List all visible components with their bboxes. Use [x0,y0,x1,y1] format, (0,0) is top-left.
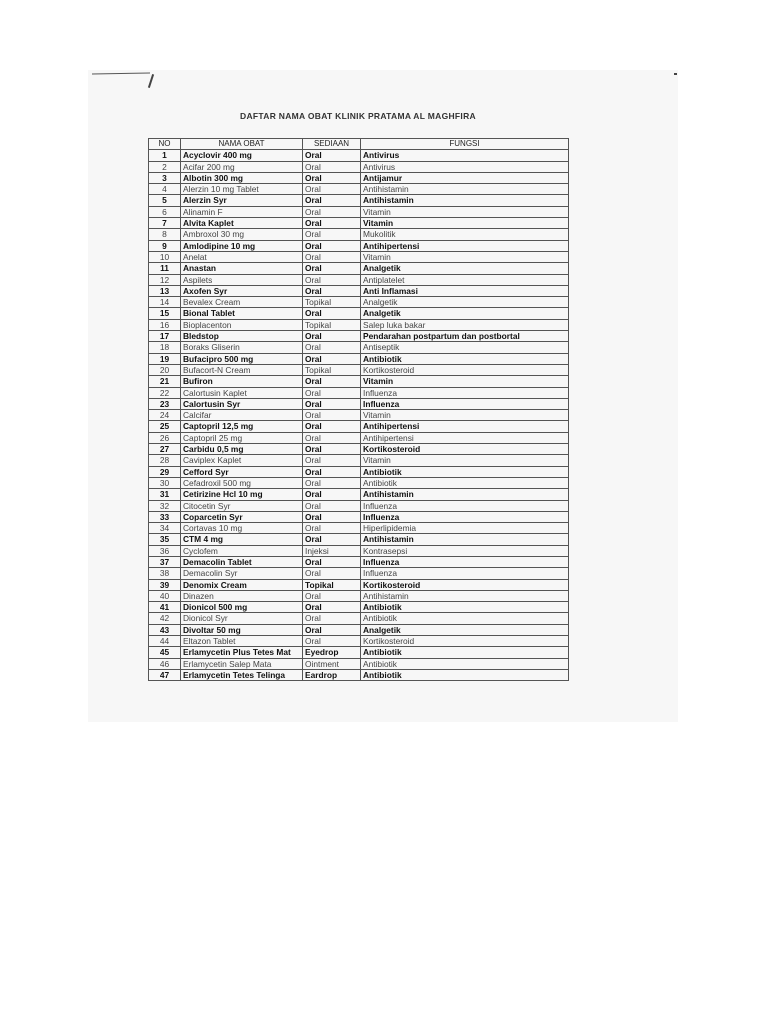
cell-fungsi: Kortikosteroid [361,444,569,455]
cell-no: 23 [149,398,181,409]
cell-no: 13 [149,285,181,296]
cell-fungsi: Vitamin [361,251,569,262]
table-row [149,455,569,466]
cell-nama-obat: Erlamycetin Tetes Telinga [181,669,303,680]
cell-nama-obat: Divoltar 50 mg [181,624,303,635]
cell-sediaan: Oral [303,421,361,432]
table-row [149,636,569,647]
cell-nama-obat: Bledstop [181,331,303,342]
cell-fungsi: Antivirus [361,150,569,161]
cell-sediaan: Oral [303,636,361,647]
cell-nama-obat: Coparcetin Syr [181,511,303,522]
cell-no: 31 [149,489,181,500]
cell-fungsi: Analgetik [361,308,569,319]
cell-nama-obat: Alerzin Syr [181,195,303,206]
cell-fungsi: Vitamin [361,206,569,217]
cell-fungsi: Antijamur [361,172,569,183]
cell-no: 1 [149,150,181,161]
cell-fungsi: Antihistamin [361,590,569,601]
cell-nama-obat: Eltazon Tablet [181,636,303,647]
cell-sediaan: Oral [303,602,361,613]
cell-sediaan: Topikal [303,579,361,590]
cell-no: 7 [149,218,181,229]
cell-fungsi: Kortikosteroid [361,579,569,590]
column-header-nama-obat: NAMA OBAT [181,139,303,150]
table-row [149,398,569,409]
cell-fungsi: Vitamin [361,218,569,229]
cell-fungsi: Influenza [361,398,569,409]
table-row [149,240,569,251]
cell-nama-obat: Albotin 300 mg [181,172,303,183]
table-row [149,342,569,353]
cell-fungsi: Salep luka bakar [361,319,569,330]
table-row [149,590,569,601]
cell-sediaan: Topikal [303,297,361,308]
table-row [149,364,569,375]
cell-sediaan: Oral [303,489,361,500]
cell-no: 33 [149,511,181,522]
cell-sediaan: Oral [303,500,361,511]
cell-sediaan: Oral [303,331,361,342]
cell-sediaan: Topikal [303,319,361,330]
cell-no: 18 [149,342,181,353]
cell-sediaan: Topikal [303,364,361,375]
cell-nama-obat: Denomix Cream [181,579,303,590]
cell-fungsi: Antiseptik [361,342,569,353]
table-row [149,410,569,421]
cell-fungsi: Antiplatelet [361,274,569,285]
table-row [149,387,569,398]
cell-nama-obat: Axofen Syr [181,285,303,296]
cell-sediaan: Ointment [303,658,361,669]
cell-no: 45 [149,647,181,658]
cell-nama-obat: Captopril 25 mg [181,432,303,443]
cell-sediaan: Oral [303,184,361,195]
table-row [149,297,569,308]
cell-no: 9 [149,240,181,251]
document-title: DAFTAR NAMA OBAT KLINIK PRATAMA AL MAGHFIRA [240,111,476,121]
cell-no: 26 [149,432,181,443]
cell-sediaan: Oral [303,229,361,240]
cell-fungsi: Influenza [361,500,569,511]
cell-fungsi: Analgetik [361,624,569,635]
cell-sediaan: Oral [303,387,361,398]
cell-nama-obat: Aspilets [181,274,303,285]
cell-fungsi: Antihistamin [361,489,569,500]
cell-nama-obat: Calcifar [181,410,303,421]
cell-sediaan: Oral [303,511,361,522]
cell-nama-obat: Carbidu 0,5 mg [181,444,303,455]
cell-nama-obat: Amlodipine 10 mg [181,240,303,251]
cell-sediaan: Oral [303,624,361,635]
cell-fungsi: Vitamin [361,410,569,421]
table-row [149,500,569,511]
table-row [149,444,569,455]
cell-sediaan: Oral [303,263,361,274]
table-row [149,184,569,195]
cell-sediaan: Oral [303,251,361,262]
cell-no: 37 [149,556,181,567]
cell-nama-obat: Alinamin F [181,206,303,217]
cell-no: 40 [149,590,181,601]
cell-fungsi: Kortikosteroid [361,364,569,375]
cell-nama-obat: Demacolin Tablet [181,556,303,567]
cell-nama-obat: Cyclofem [181,545,303,556]
cell-sediaan: Oral [303,410,361,421]
cell-nama-obat: Calortusin Syr [181,398,303,409]
table-row [149,602,569,613]
cell-no: 10 [149,251,181,262]
cell-no: 47 [149,669,181,680]
cell-sediaan: Oral [303,477,361,488]
cell-sediaan: Oral [303,240,361,251]
cell-sediaan: Oral [303,376,361,387]
cell-nama-obat: Alvita Kaplet [181,218,303,229]
cell-fungsi: Antibiotik [361,602,569,613]
cell-fungsi: Influenza [361,387,569,398]
table-row [149,285,569,296]
cell-nama-obat: Erlamycetin Salep Mata [181,658,303,669]
cell-no: 32 [149,500,181,511]
table-row [149,251,569,262]
cell-nama-obat: Acifar 200 mg [181,161,303,172]
table-row [149,647,569,658]
cell-no: 36 [149,545,181,556]
table-header-row [149,139,569,150]
cell-no: 30 [149,477,181,488]
cell-no: 6 [149,206,181,217]
cell-nama-obat: Caviplex Kaplet [181,455,303,466]
table-row [149,658,569,669]
cell-nama-obat: Dionicol 500 mg [181,602,303,613]
table-row [149,172,569,183]
cell-nama-obat: Bional Tablet [181,308,303,319]
cell-no: 8 [149,229,181,240]
cell-sediaan: Oral [303,432,361,443]
table-row [149,161,569,172]
cell-nama-obat: Erlamycetin Plus Tetes Mat [181,647,303,658]
cell-nama-obat: Anelat [181,251,303,262]
table-body [149,150,569,681]
cell-sediaan: Oral [303,218,361,229]
cell-fungsi: Analgetik [361,297,569,308]
cell-fungsi: Antihistamin [361,184,569,195]
table-row [149,319,569,330]
cell-fungsi: Antibiotik [361,669,569,680]
cell-sediaan: Eardrop [303,669,361,680]
cell-nama-obat: Alerzin 10 mg Tablet [181,184,303,195]
cell-fungsi: Antibiotik [361,477,569,488]
cell-sediaan: Oral [303,342,361,353]
cell-no: 21 [149,376,181,387]
table-row [149,534,569,545]
table-row [149,353,569,364]
cell-fungsi: Influenza [361,511,569,522]
cell-no: 14 [149,297,181,308]
table-row [149,376,569,387]
cell-no: 38 [149,568,181,579]
cell-no: 17 [149,331,181,342]
cell-fungsi: Antibiotik [361,466,569,477]
cell-no: 15 [149,308,181,319]
table-row [149,669,569,680]
table-row [149,229,569,240]
cell-sediaan: Oral [303,568,361,579]
cell-fungsi: Influenza [361,556,569,567]
cell-no: 22 [149,387,181,398]
table-row [149,432,569,443]
cell-no: 4 [149,184,181,195]
table-row [149,274,569,285]
cell-no: 20 [149,364,181,375]
cell-nama-obat: Captopril 12,5 mg [181,421,303,432]
cell-sediaan: Oral [303,590,361,601]
cell-no: 12 [149,274,181,285]
cell-fungsi: Vitamin [361,455,569,466]
cell-no: 41 [149,602,181,613]
cell-fungsi: Antihipertensi [361,432,569,443]
cell-sediaan: Oral [303,150,361,161]
table-row [149,613,569,624]
cell-no: 42 [149,613,181,624]
cell-no: 11 [149,263,181,274]
cell-sediaan: Oral [303,195,361,206]
table-row [149,624,569,635]
cell-sediaan: Oral [303,613,361,624]
cell-fungsi: Antihistamin [361,534,569,545]
cell-sediaan: Oral [303,172,361,183]
cell-fungsi: Antibiotik [361,658,569,669]
table-row [149,466,569,477]
cell-nama-obat: Acyclovir 400 mg [181,150,303,161]
cell-fungsi: Antibiotik [361,353,569,364]
table-row [149,556,569,567]
cell-nama-obat: Bevalex Cream [181,297,303,308]
cell-nama-obat: Dinazen [181,590,303,601]
table-row [149,218,569,229]
column-header-sediaan: SEDIAAN [303,139,361,150]
cell-nama-obat: Bufacipro 500 mg [181,353,303,364]
cell-no: 27 [149,444,181,455]
cell-no: 43 [149,624,181,635]
table-row [149,545,569,556]
cell-nama-obat: Bufacort-N Cream [181,364,303,375]
cell-no: 46 [149,658,181,669]
table-row [149,150,569,161]
table-row [149,568,569,579]
cell-no: 24 [149,410,181,421]
cell-sediaan: Oral [303,398,361,409]
cell-fungsi: Antihistamin [361,195,569,206]
cell-fungsi: Antihipertensi [361,421,569,432]
cell-sediaan: Oral [303,444,361,455]
cell-no: 28 [149,455,181,466]
table-row [149,308,569,319]
cell-no: 44 [149,636,181,647]
cell-sediaan: Oral [303,466,361,477]
table-row [149,489,569,500]
cell-fungsi: Antihipertensi [361,240,569,251]
cell-sediaan: Oral [303,534,361,545]
cell-sediaan: Oral [303,285,361,296]
medicine-table [148,138,569,681]
cell-nama-obat: Ambroxol 30 mg [181,229,303,240]
cell-sediaan: Oral [303,353,361,364]
cell-nama-obat: Anastan [181,263,303,274]
cell-sediaan: Oral [303,523,361,534]
cell-no: 2 [149,161,181,172]
scan-artifact-dot [674,73,677,75]
cell-nama-obat: Cefford Syr [181,466,303,477]
table-row [149,477,569,488]
cell-fungsi: Kontrasepsi [361,545,569,556]
cell-nama-obat: Calortusin Kaplet [181,387,303,398]
column-header-fungsi: FUNGSI [361,139,569,150]
cell-fungsi: Antivirus [361,161,569,172]
cell-fungsi: Kortikosteroid [361,636,569,647]
cell-sediaan: Oral [303,308,361,319]
cell-no: 16 [149,319,181,330]
table-row [149,579,569,590]
cell-no: 35 [149,534,181,545]
table-row [149,421,569,432]
table-row [149,331,569,342]
cell-fungsi: Antibiotik [361,647,569,658]
cell-sediaan: Oral [303,556,361,567]
cell-nama-obat: Dionicol Syr [181,613,303,624]
cell-sediaan: Injeksi [303,545,361,556]
table-row [149,523,569,534]
cell-no: 5 [149,195,181,206]
cell-sediaan: Oral [303,206,361,217]
cell-nama-obat: Boraks Gliserin [181,342,303,353]
table-row [149,206,569,217]
cell-no: 34 [149,523,181,534]
cell-fungsi: Vitamin [361,376,569,387]
cell-nama-obat: Bioplacenton [181,319,303,330]
table-row [149,511,569,522]
cell-sediaan: Oral [303,455,361,466]
cell-sediaan: Oral [303,274,361,285]
cell-nama-obat: Demacolin Syr [181,568,303,579]
cell-nama-obat: Cefadroxil 500 mg [181,477,303,488]
cell-fungsi: Antibiotik [361,613,569,624]
cell-fungsi: Mukolitik [361,229,569,240]
cell-fungsi: Influenza [361,568,569,579]
cell-nama-obat: Cortavas 10 mg [181,523,303,534]
cell-nama-obat: Citocetin Syr [181,500,303,511]
cell-fungsi: Analgetik [361,263,569,274]
cell-fungsi: Anti Inflamasi [361,285,569,296]
cell-fungsi: Pendarahan postpartum dan postbortal [361,331,569,342]
column-header-no: NO [149,139,181,150]
cell-sediaan: Eyedrop [303,647,361,658]
cell-no: 25 [149,421,181,432]
table-row [149,195,569,206]
cell-nama-obat: Cetirizine Hcl 10 mg [181,489,303,500]
cell-nama-obat: Bufiron [181,376,303,387]
cell-no: 3 [149,172,181,183]
cell-fungsi: Hiperlipidemia [361,523,569,534]
cell-no: 39 [149,579,181,590]
cell-sediaan: Oral [303,161,361,172]
cell-no: 29 [149,466,181,477]
cell-nama-obat: CTM 4 mg [181,534,303,545]
cell-no: 19 [149,353,181,364]
table-row [149,263,569,274]
